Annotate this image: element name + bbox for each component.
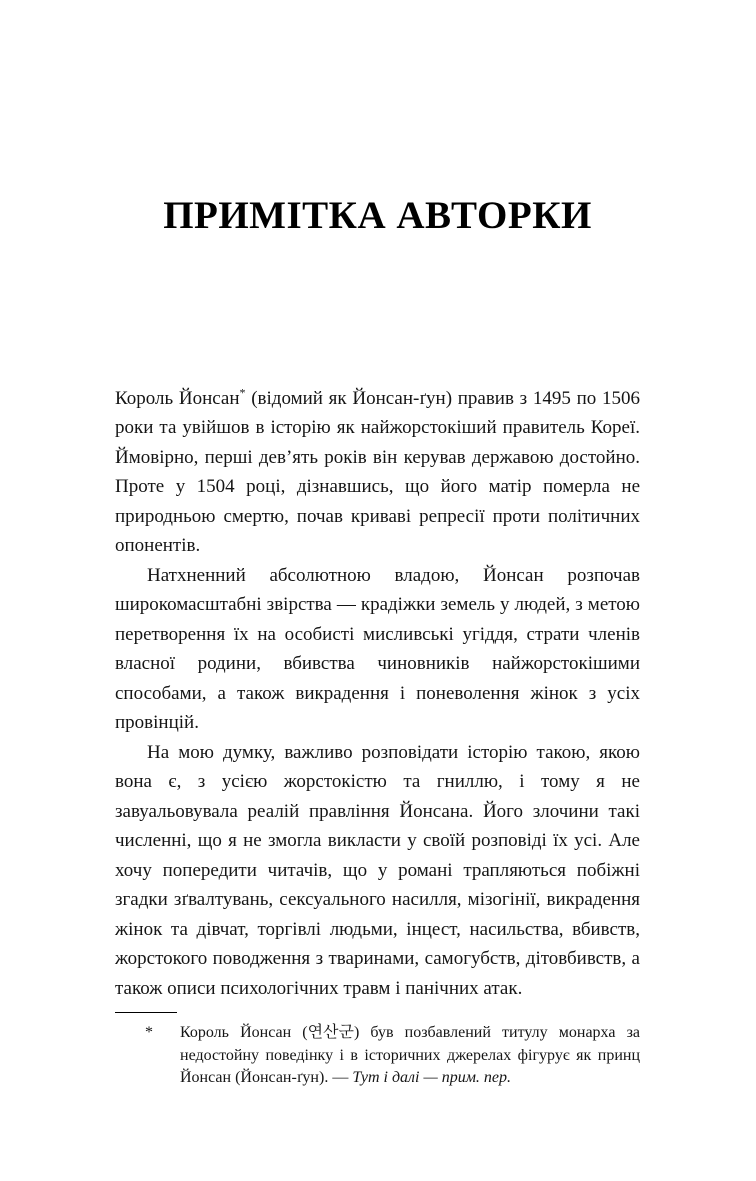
footnote-body bbox=[180, 1022, 640, 1090]
paragraph-text: (відомий як Йонсан-ґун) правив з 1495 по 1506 роки та увійшов в історію як найжорстокіший правитель Кореї. Ймовірно, перші дев’ять років він керував державою достойно. Проте у 1504 році, дізнавшись, що його матір померла не природньою смертю, почав криваві репресії проти політичних опонентів. bbox=[115, 387, 640, 557]
footnote-reference-marker: * bbox=[239, 385, 246, 400]
footnote-translator-note: Тут і далі — прим. пер. bbox=[352, 1069, 511, 1087]
footnote-divider bbox=[115, 1012, 177, 1013]
body-text bbox=[115, 384, 640, 1004]
paragraph bbox=[115, 384, 640, 561]
paragraph-text: Король Йонсан bbox=[115, 387, 240, 409]
footnote-marker: * bbox=[145, 1024, 153, 1042]
footnote bbox=[145, 1022, 640, 1090]
paragraph: На мою думку, важливо розповідати історію такою, якою вона є, з усією жорстокістю та гниллю, і тому я не завуальовувала реалій правління Йонсана. Його злочини такі численні, що я не змогла викласти у своїй розповіді їх усі. Але хочу попередити читачів, що у романі трапляються побіжні згадки зґвалтувань, сексуального насилля, мізогінії, викрадення жінок та дівчат, торгівлі людьми, інцест, насильства, вбивств, жорстокого поводження з тваринами, самогубств, дітовбивств, а також описи психологічних травм і панічних атак. bbox=[115, 741, 640, 999]
page-title: ПРИМІТКА АВТОРКИ bbox=[163, 194, 592, 237]
footnote-text: Король Йонсан (연산군) був позбавлений титулу монарха за недостойну поведінку і в історичних джерелах фігурує як принц Йонсан (Йонсан-ґун). — bbox=[180, 1024, 640, 1087]
paragraph: Натхненний абсолютною владою, Йонсан розпочав широкомасштабні звірства — крадіжки земель у людей, з метою перетворення їх на особисті мисливські угіддя, страти членів власної родини, вбивства чиновників найжорстокішими способами, а також викрадення і поневолення жінок з усіх провінцій. bbox=[115, 564, 640, 734]
